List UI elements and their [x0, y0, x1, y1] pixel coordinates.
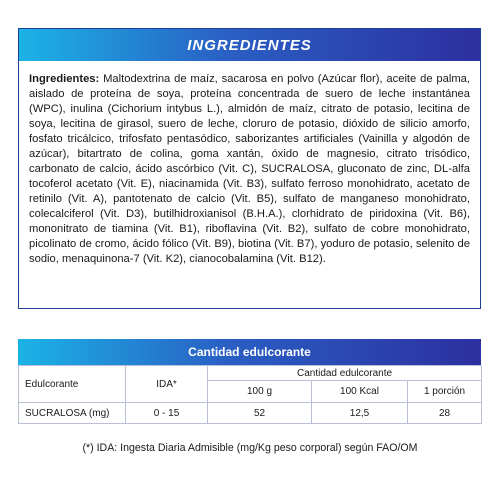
ingredients-title: INGREDIENTES	[19, 29, 480, 61]
sweetener-table	[18, 365, 482, 424]
cell-100kcal: 12,5	[312, 403, 408, 424]
ingredients-panel	[18, 28, 481, 309]
cell-ida: 0 - 15	[126, 403, 208, 424]
ingredients-list-text: Maltodextrina de maíz, sacarosa en polvo (Azúcar flor), aceite de palma, aislado de proteína de soya, proteína concentrada de suero de leche instantánea (WPC), inulina (Cichorium intybus L.), almidón de maíz, citrato de potasio, lecitina de soya, lecitina de girasol, suero de leche, cloruro de potasio, dióxido de silicio amorfo, fosfato tricálcico, trifosfato pentasódico, saborizantes artificiales (Vainilla y algodón de azúcar), bitartrato de colina, goma xantán, óxido de magnesio, citrato trisódico, carbonato de calcio, ácido ascórbico (Vit. C), SUCRALOSA, gluconato de zinc, DL-alfa tocoferol acetato (Vit. E), niacinamida (Vit. B3), sulfato ferroso monohidrato, acetato de retinilo (Vit. A), pantotenato de calcio (Vit. B5), sulfato de manganeso monohidrato, colecalciferol (Vit. D3), butilhidroxianisol (B.H.A.), clorhidrato de piridoxina (Vit. B6), mononitrato de tiamina (Vit. B1), riboflavina (Vit. B2), sulfato de cobre monohidrato, picolinato de cromo, ácido fólico (Vit. B9), biotina (Vit. B7), yoduro de potasio, selenito de sodio, menaquinona-7 (Vit. K2), cianocobalamina (Vit. B12).	[29, 73, 470, 265]
table-header-row	[19, 366, 482, 381]
header-ida: IDA*	[126, 366, 208, 403]
header-amount-group: Cantidad edulcorante	[208, 366, 482, 381]
ingredients-label: Ingredientes:	[29, 73, 100, 85]
sweetener-table-title: Cantidad edulcorante	[18, 339, 481, 365]
ingredients-text-block	[19, 61, 480, 267]
cell-portion: 28	[408, 403, 482, 424]
footnote: (*) IDA: Ingesta Diaria Admisible (mg/Kg peso corporal) según FAO/OM	[82, 442, 418, 454]
cell-100g: 52	[208, 403, 312, 424]
cell-sweetener: SUCRALOSA (mg)	[19, 403, 126, 424]
subheader-portion: 1 porción	[408, 381, 482, 403]
sweetener-table-panel	[18, 339, 481, 431]
table-row	[19, 403, 482, 424]
subheader-100g: 100 g	[208, 381, 312, 403]
subheader-100kcal: 100 Kcal	[312, 381, 408, 403]
header-sweetener: Edulcorante	[19, 366, 126, 403]
